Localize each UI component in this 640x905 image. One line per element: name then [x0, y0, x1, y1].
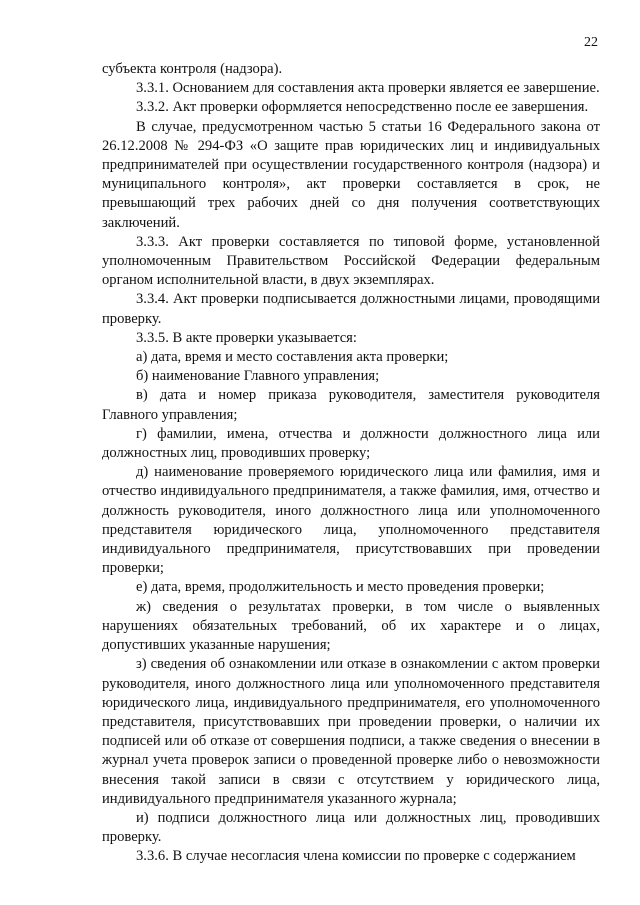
paragraph: ж) сведения о результатах проверки, в том числе о выявленных нарушениях обязательных требований, об их характере и о лицах, допустивших указанные нарушения; — [102, 598, 600, 654]
paragraph: з) сведения об ознакомлении или отказе в ознакомлении с актом проверки руководителя, иного должностного лица или уполномоченного представителя юридического лица, индивидуального предпринимателя, его уполномоченного представителя, присутствовавших при проведении проверки, о наличии их подписей или об отказе от совершения подписи, а также сведения о внесении в журнал учета проверок записи о проведенной проверке либо о невозможности внесения такой записи в связи с отсутствием у юридического лица, индивидуального предпринимателя указанного журнала; — [102, 656, 600, 807]
paragraph: а) дата, время и место составления акта проверки; — [136, 349, 449, 366]
paragraph: 3.3.4. Акт проверки подписывается должностными лицами, проводящими проверку. — [102, 291, 600, 327]
paragraph: в) дата и номер приказа руководителя, заместителя руководителя Главного управления; — [102, 387, 600, 423]
paragraph: е) дата, время, продолжительность и место проведения проверки; — [136, 579, 545, 596]
paragraph: г) фамилии, имена, отчества и должности должностного лица или должностных лиц, проводивших проверку; — [102, 425, 600, 462]
paragraph: 3.3.1. Основанием для составления акта проверки является ее завершение. — [136, 80, 600, 97]
paragraph: 3.3.2. Акт проверки оформляется непосредственно после ее завершения. — [136, 99, 589, 116]
document-body — [102, 60, 600, 867]
paragraph: д) наименование проверяемого юридического лица или фамилия, имя и отчество индивидуального предпринимателя, а также фамилия, имя, отчество и должность руководителя, иного должностного лица или уполномоченного представителя юридического лица, уполномоченного представителя индивидуального предпринимателя, присутствовавших при проведении проверки; — [102, 464, 600, 577]
paragraph: 3.3.5. В акте проверки указывается: — [136, 329, 357, 346]
paragraph: б) наименование Главного управления; — [136, 368, 380, 385]
paragraph: 3.3.6. В случае несогласия члена комиссии по проверке с содержанием — [136, 848, 576, 865]
paragraph: В случае, предусмотренном частью 5 статьи 16 Федерального закона от 26.12.2008 № 294-ФЗ «О защите прав юридических лиц и индивидуальных предпринимателей при осуществлении государственного контроля (надзора) и муниципального контроля», акт проверки составляется в срок, не превышающий трех рабочих дней со дня получения соответствующих заключений. — [102, 118, 600, 231]
paragraph: и) подписи должностного лица или должностных лиц, проводивших проверку. — [102, 809, 600, 846]
paragraph: субъекта контроля (надзора). — [102, 61, 283, 77]
paragraph: 3.3.3. Акт проверки составляется по типовой форме, установленной уполномоченным Правительством Российской Федерации федеральным органом исполнительной власти, в двух экземплярах. — [102, 233, 600, 289]
page-number: 22 — [584, 35, 598, 50]
